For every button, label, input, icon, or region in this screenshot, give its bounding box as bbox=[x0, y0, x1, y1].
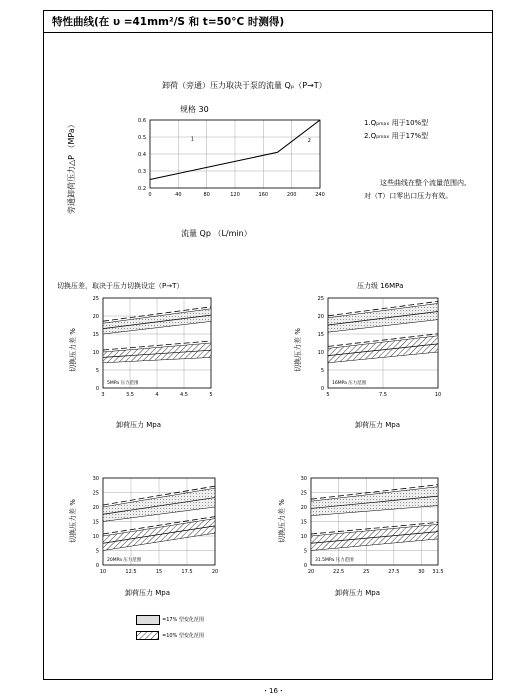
chart-4-y-tick-label: 30 bbox=[92, 476, 99, 482]
chart-5-x-tick-label: 20 bbox=[307, 569, 315, 575]
chart-3-y-tick-label: 15 bbox=[317, 332, 324, 338]
chart-1-x-tick-label: 240 bbox=[315, 192, 325, 198]
chart-1-y-tick-label: 0.4 bbox=[138, 152, 146, 158]
chart-2-range-label: 5MPa 压力范围 bbox=[107, 381, 139, 386]
chart-4-y-tick-label: 0 bbox=[95, 563, 99, 569]
chart-5-xlabel: 卸荷压力 Mpa bbox=[335, 589, 380, 597]
chart-4-range-label: 20MPa 压力范围 bbox=[107, 558, 142, 563]
chart-3-range-label: 16MPa 压力范围 bbox=[332, 381, 367, 386]
chart-4-x-tick-label: 12.5 bbox=[125, 569, 137, 575]
chart-2-y-tick-label: 10 bbox=[92, 350, 99, 356]
chart-3-y-tick-label: 0 bbox=[320, 386, 324, 392]
chart-5-x-tick-label: 27.5 bbox=[388, 569, 400, 575]
chart-2-y-tick-label: 0 bbox=[95, 386, 99, 392]
chart-2-x-tick-label: 4.5 bbox=[180, 392, 188, 398]
chart-4-x-tick-label: 17.5 bbox=[181, 569, 193, 575]
chart-3-x-tick-label: 10 bbox=[434, 392, 442, 398]
chart-4-x-tick-label: 10 bbox=[99, 569, 107, 575]
chart-4-x-tick-label: 20 bbox=[211, 569, 219, 575]
chart-3-y-tick-label: 10 bbox=[317, 350, 324, 356]
chart-2-y-tick-label: 25 bbox=[92, 296, 99, 302]
chart-4-y-tick-label: 15 bbox=[92, 519, 99, 526]
chart-5-range-label: 31.5MPa 压力范围 bbox=[315, 558, 354, 563]
chart-1-y-tick-label: 0.2 bbox=[138, 186, 146, 192]
chart-4-y-tick-label: 25 bbox=[92, 490, 99, 497]
chart-2-xlabel: 卸荷压力 Mpa bbox=[116, 421, 161, 429]
chart-4-ylabel: 切换压力差 % bbox=[69, 499, 77, 543]
chart-5-y-tick-label: 20 bbox=[300, 505, 307, 511]
chart-5-ylabel: 切换压力差 % bbox=[278, 499, 286, 543]
chart-5-x-tick-label: 31.5 bbox=[432, 569, 444, 575]
page-title: 特性曲线(在 υ =41mm²/S 和 t=50°C 时测得) bbox=[44, 11, 492, 33]
chart-2-title: 切换压差，取决于压力切换设定（P→T） bbox=[57, 282, 184, 290]
chart-3-x-tick-label: 7.5 bbox=[379, 392, 387, 398]
chart-1-xlabel: 流量 Qp （L/min） bbox=[181, 229, 252, 238]
chart-2-x-tick-label: 3.5 bbox=[126, 392, 134, 398]
chart-1-note-3: 这些曲线在整个流量范围内, bbox=[380, 179, 467, 187]
chart-1-y-tick-label: 0.5 bbox=[138, 135, 146, 141]
legend-10-label: =10% 型变化范围 bbox=[162, 633, 204, 639]
chart-5-y-tick-label: 25 bbox=[300, 490, 307, 497]
chart-1-x-tick-label: 200 bbox=[286, 192, 297, 198]
chart-1-note-2: 2.Qₚₘₐₓ 用于17%型 bbox=[364, 132, 429, 140]
chart-3-title: 压力级 16MPa bbox=[357, 282, 404, 290]
chart-5-x-tick-label: 25 bbox=[363, 569, 370, 575]
chart-2-y-tick-label: 5 bbox=[95, 368, 99, 374]
chart-2-y-tick-label: 15 bbox=[92, 332, 99, 338]
chart-5-y-tick-label: 30 bbox=[300, 476, 307, 482]
chart-1-y-tick-label: 0.3 bbox=[138, 169, 146, 175]
chart-5-x-tick-label: 22.5 bbox=[333, 569, 345, 575]
chart-1-y-tick-label: 0.6 bbox=[138, 118, 146, 124]
chart-1-x-tick-label: 40 bbox=[175, 192, 182, 198]
chart-2-x-tick-label: 5 bbox=[209, 392, 213, 398]
chart-4-y-tick-label: 10 bbox=[92, 534, 99, 540]
chart-1-x-tick-label: 160 bbox=[258, 192, 269, 198]
chart-5-x-tick-label: 30 bbox=[418, 569, 425, 575]
chart-3-y-tick-label: 25 bbox=[317, 296, 324, 302]
chart-3-y-tick-label: 5 bbox=[320, 368, 324, 374]
chart-3-y-tick-label: 20 bbox=[317, 314, 324, 320]
page-footer: ・16・ bbox=[262, 687, 285, 695]
chart-3-xlabel: 卸荷压力 Mpa bbox=[355, 421, 400, 429]
legend-17-label: =17% 型变化范围 bbox=[162, 617, 204, 623]
chart-5-band-17% bbox=[311, 487, 438, 516]
chart-5-y-tick-label: 5 bbox=[303, 548, 307, 555]
chart-5-y-tick-label: 10 bbox=[300, 534, 307, 540]
chart-2-x-tick-label: 3 bbox=[101, 392, 105, 398]
chart-5-y-tick-label: 0 bbox=[303, 563, 307, 569]
chart-3-x-tick-label: 5 bbox=[326, 392, 330, 398]
chart-4-y-tick-label: 5 bbox=[95, 548, 99, 555]
chart-4-y-tick-label: 20 bbox=[92, 505, 99, 511]
chart-1-x-tick-label: 0 bbox=[148, 192, 152, 198]
chart-2-y-tick-label: 20 bbox=[92, 314, 99, 320]
chart-3-ylabel: 切换压力差 % bbox=[294, 328, 302, 372]
chart-1-x-tick-label: 80 bbox=[203, 192, 210, 198]
chart-1-ylabel: 旁通卸荷压力△P （MPa） bbox=[67, 120, 76, 214]
chart-1-curve-label-1: 1 bbox=[190, 136, 195, 143]
chart-2-ylabel: 切换压力差 % bbox=[69, 328, 77, 372]
chart-1-subtitle: 规格 30 bbox=[180, 105, 209, 114]
chart-1-note-1: 1.Qₚₘₐₓ 用于10%型 bbox=[364, 119, 429, 127]
chart-1-x-tick-label: 120 bbox=[230, 192, 240, 198]
chart-1-curve-label-2: 2 bbox=[307, 138, 311, 145]
chart-5-y-tick-label: 15 bbox=[300, 519, 307, 526]
chart-1-note-4: 对（T）口零出口压力有效。 bbox=[364, 192, 453, 200]
chart-1-title: 卸荷（旁通）压力取决于泵的流量 Qₚ（P→T） bbox=[162, 81, 327, 90]
chart-2-x-tick-label: 4 bbox=[155, 392, 159, 398]
chart-4-xlabel: 卸荷压力 Mpa bbox=[125, 589, 170, 597]
chart-4-x-tick-label: 15 bbox=[155, 569, 163, 575]
